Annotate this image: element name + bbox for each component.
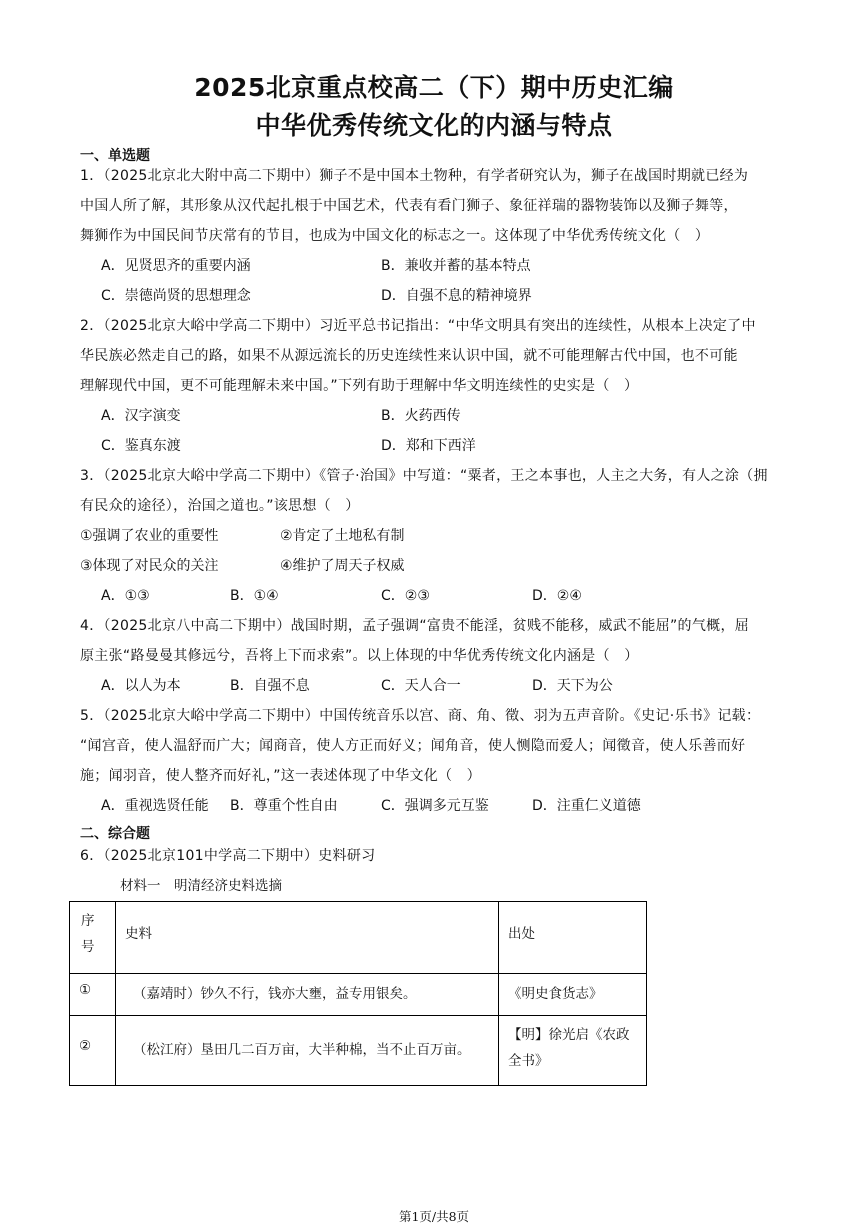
question-2-line-3: 理解现代中国，更不可能理解未来中国。”下列有助于理解中华文明连续性的史实是（ ） [80,378,639,394]
question-5-line-2: “闻宫音，使人温舒而广大；闻商音，使人方正而好义；闻角音，使人恻隐而爱人；闻徵音，使人乐善而好 [80,738,746,754]
table-cell-source: 《明史食货志》 [499,974,647,1016]
question-3-option-c[interactable]: C．②③ [381,588,430,604]
question-3-statement-2: ②肯定了土地私有制 [280,528,405,544]
question-5-option-c[interactable]: C．强调多元互鉴 [381,798,489,814]
question-3-statement-1: ①强调了农业的重要性 [80,528,219,544]
question-1-option-d[interactable]: D．自强不息的精神境界 [381,288,532,304]
question-2-line-2: 华民族必然走自己的路，如果不从源远流长的历史连续性来认识中国，就不可能理解古代中国，也不可能 [80,348,738,364]
question-4-option-a[interactable]: A．以人为本 [101,678,181,694]
question-2-line-1: 2．（2025北京大峪中学高二下期中）习近平总书记指出：“中华文明具有突出的连续性，从根本上决定了中 [80,318,756,334]
table-header-source: 出处 [499,902,647,974]
question-4-line-1: 4．（2025北京八中高二下期中）战国时期，孟子强调“富贵不能淫，贫贱不能移，威武不能屈”的气概，屈 [80,618,750,634]
table-cell-source: 【明】徐光启《农政全书》 [499,1016,647,1086]
table-cell-number: ① [70,974,116,1016]
question-1-option-b[interactable]: B．兼收并蓄的基本特点 [381,258,531,274]
question-3-statement-4: ④维护了周天子权威 [280,558,405,574]
question-2-option-a[interactable]: A．汉字演变 [101,408,181,424]
document-subtitle: 中华优秀传统文化的内涵与特点 [255,111,613,140]
page-footer: 第1页/共8页 [398,1209,470,1224]
table-cell-number: ② [70,1016,116,1086]
question-4-option-d[interactable]: D．天下为公 [532,678,613,694]
table-header-number: 序号 [70,902,116,974]
table-row [70,1016,647,1086]
question-1-option-c[interactable]: C．崇德尚贤的思想理念 [101,288,251,304]
table-header-row [70,902,647,974]
question-1-option-a[interactable]: A．见贤思齐的重要内涵 [101,258,251,274]
question-3-statement-3: ③体现了对民众的关注 [80,558,219,574]
question-5-option-b[interactable]: B．尊重个性自由 [230,798,338,814]
document-title: 2025北京重点校高二（下）期中历史汇编 [194,73,674,102]
question-1-line-1: 1．（2025北京北大附中高二下期中）狮子不是中国本土物种，有学者研究认为，狮子在战国时期就已经为 [80,168,749,184]
table-cell-material: （松江府）垦田几二百万亩，大半种棉，当不止百万亩。 [116,1016,499,1086]
material-title: 材料一 明清经济史料选摘 [120,878,282,894]
question-5-option-a[interactable]: A．重视选贤任能 [101,798,209,814]
question-4-option-b[interactable]: B．自强不息 [230,678,310,694]
question-5-line-1: 5．（2025北京大峪中学高二下期中）中国传统音乐以宫、商、角、徵、羽为五声音阶。《史记·乐书》记载： [80,708,761,724]
question-1-line-3: 舞狮作为中国民间节庆常有的节目，也成为中国文化的标志之一。这体现了中华优秀传统文化（ ） [80,228,710,244]
table-row [70,974,647,1016]
question-3-line-1: 3．（2025北京大峪中学高二下期中）《管子·治国》中写道：“粟者，王之本事也，人主之大务，有人之涂（拥 [80,468,768,484]
question-2-option-b[interactable]: B．火药西传 [381,408,461,424]
section-heading-comprehensive: 二、综合题 [80,826,150,842]
question-6-line: 6．（2025北京101中学高二下期中）史料研习 [80,848,376,864]
question-3-option-a[interactable]: A．①③ [101,588,150,604]
question-3-option-d[interactable]: D．②④ [532,588,582,604]
question-4-option-c[interactable]: C．天人合一 [381,678,461,694]
question-2-option-d[interactable]: D．郑和下西洋 [381,438,476,454]
table-cell-material: （嘉靖时）钞久不行，钱亦大壅，益专用银矣。 [116,974,499,1016]
section-heading-single-choice: 一、单选题 [80,148,150,164]
question-3-line-2: 有民众的途径），治国之道也。”该思想（ ） [80,498,360,514]
question-4-line-2: 原主张“路曼曼其修远兮，吾将上下而求索”。以上体现的中华优秀传统文化内涵是（ ） [80,648,639,664]
question-1-line-2: 中国人所了解，其形象从汉代起扎根于中国艺术，代表有看门狮子、象征祥瑞的器物装饰以及狮子舞等， [80,198,738,214]
table-header-material: 史料 [116,902,499,974]
question-5-line-3: 施；闻羽音，使人整齐而好礼，”这一表述体现了中华文化（ ） [80,768,481,784]
question-3-option-b[interactable]: B．①④ [230,588,279,604]
question-2-option-c[interactable]: C．鉴真东渡 [101,438,181,454]
source-table [69,901,647,1086]
question-5-option-d[interactable]: D．注重仁义道德 [532,798,641,814]
